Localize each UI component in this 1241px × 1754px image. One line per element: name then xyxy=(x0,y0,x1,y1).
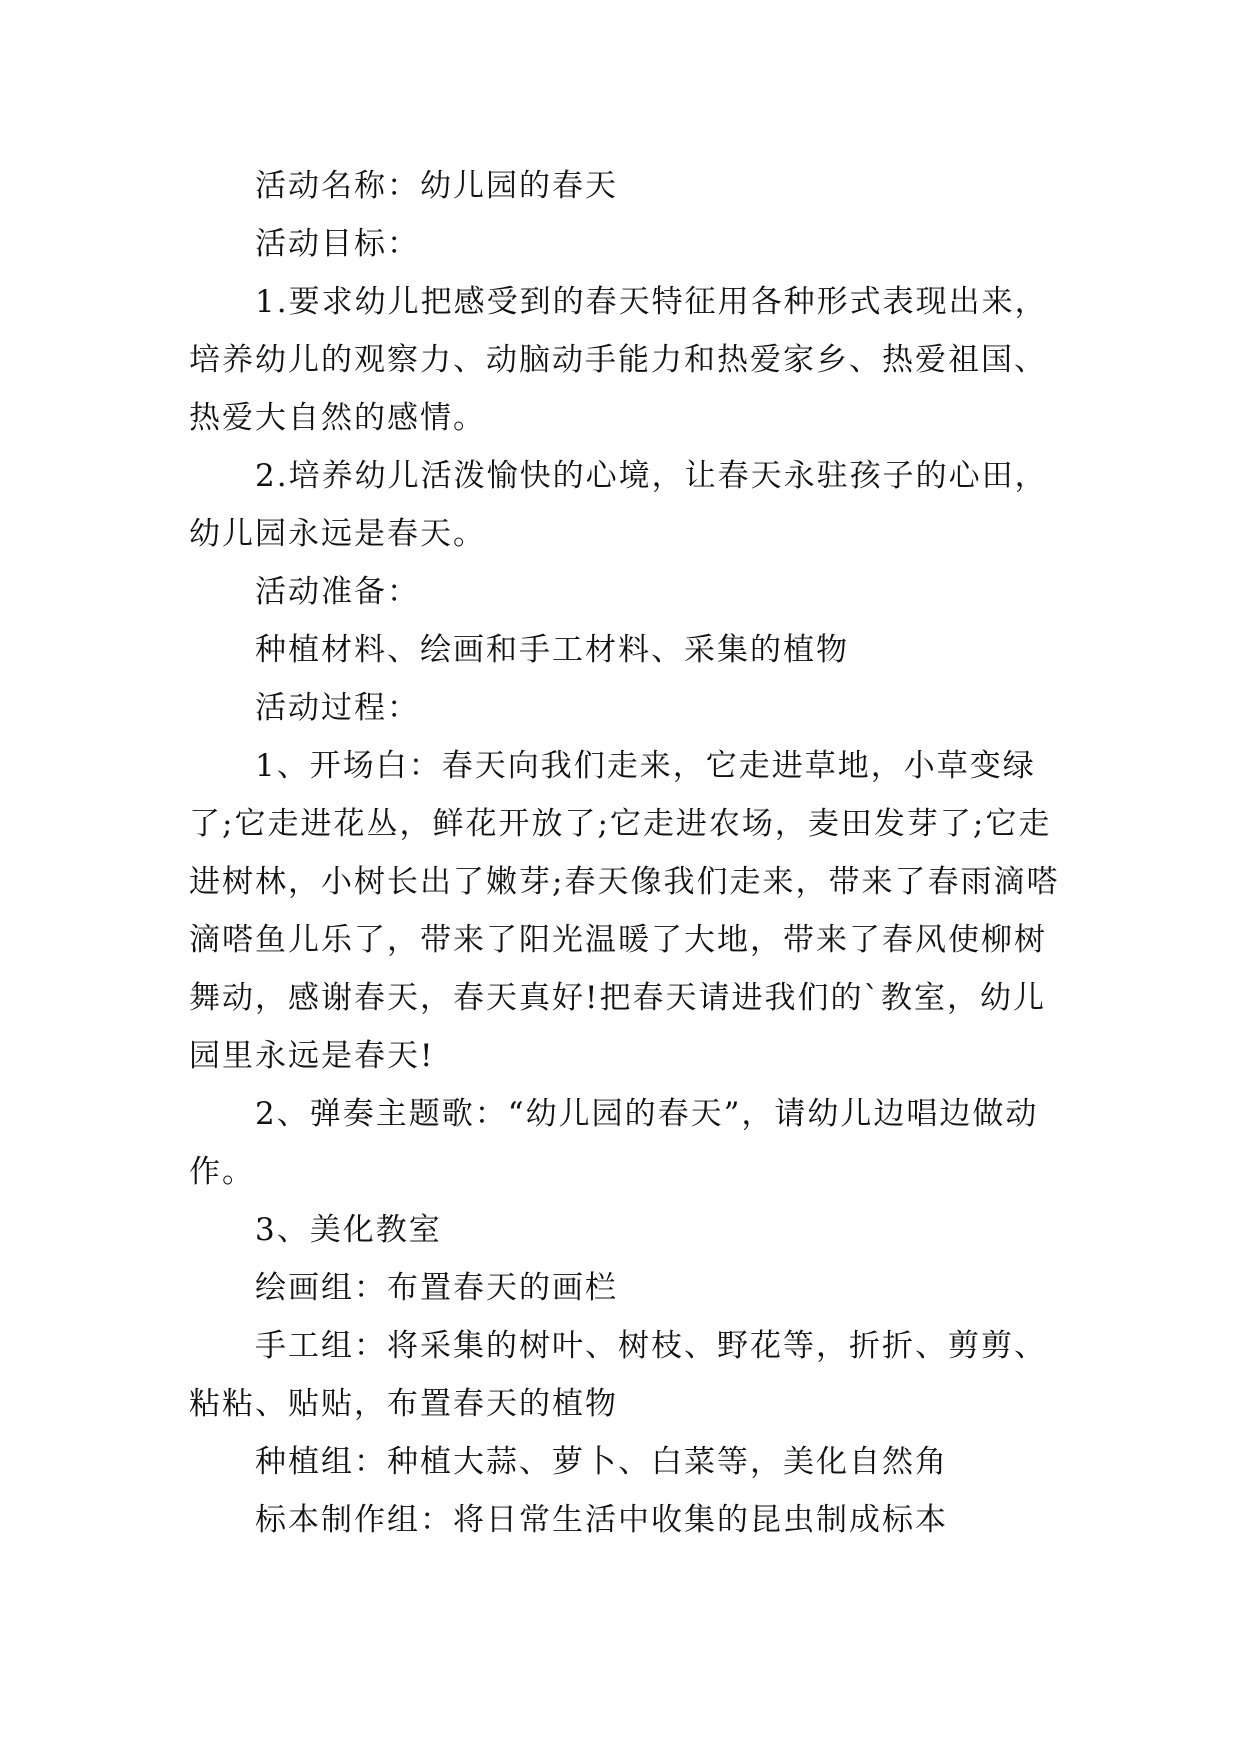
group-handcraft: 手工组：将采集的树叶、树枝、野花等，折折、剪剪、粘粘、贴贴，布置春天的植物 xyxy=(189,1328,1047,1422)
activity-process-heading: 活动过程： xyxy=(255,690,420,726)
activity-prep-heading: 活动准备： xyxy=(255,574,420,610)
activity-goals-heading: 活动目标： xyxy=(255,226,420,262)
process-step-1: 1、开场白：春天向我们走来，它走进草地，小草变绿了;它走进花丛，鲜花开放了;它走进农场，麦田发芽了;它走进树林，小树长出了嫩芽;春天像我们走来，带来了春雨滴嗒滴嗒鱼儿乐了，带来了阳光温暖了大地，带来了春风使柳树舞动，感谢春天，春天真好!把春天请进我们的`教室，幼儿园里永远是春天! xyxy=(189,748,1060,1074)
goal-item-1: 1.要求幼儿把感受到的春天特征用各种形式表现出来，培养幼儿的观察力、动脑动手能力和热爱家乡、热爱祖国、热爱大自然的感情。 xyxy=(189,284,1048,436)
group-specimen: 标本制作组：将日常生活中收集的昆虫制成标本 xyxy=(255,1502,948,1538)
activity-prep-content: 种植材料、绘画和手工材料、采集的植物 xyxy=(255,632,849,668)
process-step-2: 2、弹奏主题歌：“幼儿园的春天”，请幼儿边唱边做动作。 xyxy=(189,1096,1039,1190)
group-planting: 种植组：种植大蒜、萝卜、白菜等，美化自然角 xyxy=(255,1444,948,1480)
group-drawing: 绘画组：布置春天的画栏 xyxy=(255,1270,618,1306)
activity-name: 活动名称：幼儿园的春天 xyxy=(255,168,618,204)
process-step-3: 3、美化教室 xyxy=(255,1212,442,1248)
document-body xyxy=(189,157,1069,1549)
goal-item-2: 2.培养幼儿活泼愉快的心境，让春天永驻孩子的心田，幼儿园永远是春天。 xyxy=(189,458,1048,552)
